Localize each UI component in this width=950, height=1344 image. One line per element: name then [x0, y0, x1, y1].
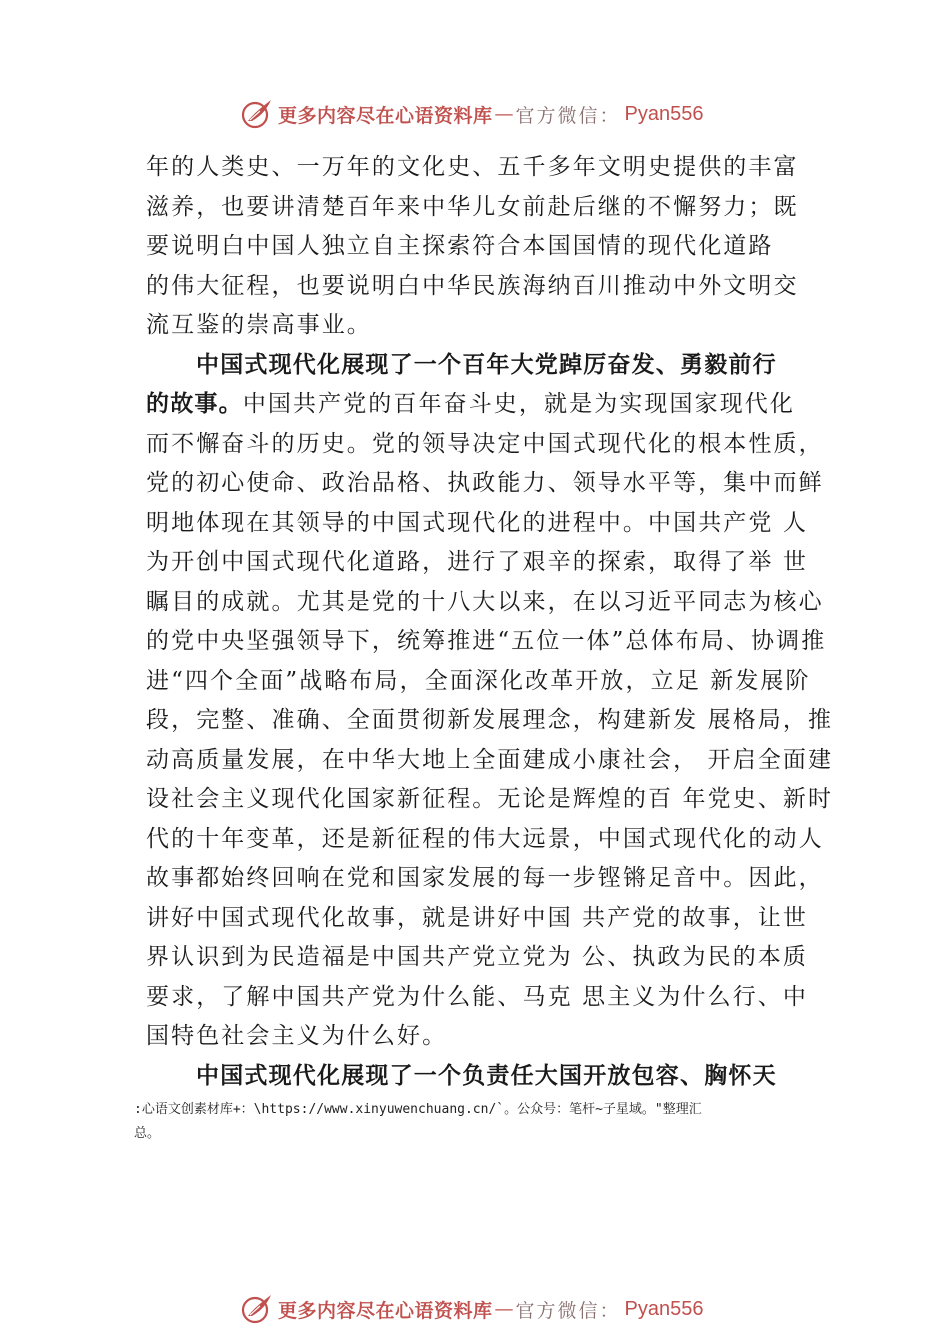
watermark-red-text: 更多内容尽在心语资料库	[278, 1299, 493, 1322]
header-watermark	[240, 96, 704, 132]
body-line: 的党中央坚强领导下，统筹推进“五位一体”总体布局、协调推	[146, 628, 827, 654]
section-heading-tail: 的故事。	[146, 391, 243, 417]
watermark-separator: —	[494, 1298, 514, 1320]
body-line: 要说明白中国人独立自主探索符合本国国情的现代化道路	[146, 233, 774, 259]
watermark-grey-text: 官方微信：	[515, 1299, 621, 1322]
document-body	[146, 148, 846, 1096]
body-line: 明地体现在其领导的中国式现代化的进程中。中国共产党 人	[146, 509, 809, 536]
quill-logo-icon	[240, 1292, 274, 1326]
footnote-line: :心语文创素材库+：\https://www.xinyuwenchuang.cn/`。公众号：笔杆~子星域。"整理汇	[134, 1102, 702, 1117]
body-line: 的伟大征程，也要说明白中华民族海纳百川推动中外文明交	[146, 272, 799, 299]
footnote-line: 总。	[134, 1126, 161, 1141]
section-heading: 中国式现代化展现了一个负责任大国开放包容、胸怀天	[196, 1062, 777, 1089]
body-line: 故事都始终回响在党和国家发展的每一步铿锵足音中。因此，	[146, 865, 824, 891]
watermark-separator: —	[494, 103, 514, 125]
body-line-rest: 中国共产党的百年奋斗史，就是为实现国家现代化	[242, 391, 796, 417]
watermark-red-text: 更多内容尽在心语资料库	[278, 104, 493, 127]
watermark-grey-text: 官方微信：	[515, 104, 621, 127]
body-line: 界认识到为民造福是中国共产党立党为 公、执政为民的本质	[146, 944, 809, 970]
body-line: 年的人类史、一万年的文化史、五千多年文明史提供的丰富	[146, 154, 799, 180]
body-line: 段，完整、准确、全面贯彻新发展理念，构建新发 展格局，推	[146, 707, 834, 733]
body-line: 滋养，也要讲清楚百年来中华儿女前赴后继的不懈努力；既	[146, 193, 799, 220]
footer-watermark	[240, 1291, 704, 1327]
section-heading: 中国式现代化展现了一个百年大党踔厉奋发、勇毅前行	[196, 351, 777, 378]
source-footnote	[134, 1098, 844, 1146]
body-line	[146, 385, 846, 425]
body-line: 要求，了解中国共产党为什么能、马克 思主义为什么行、中	[146, 983, 809, 1010]
body-line: 进“四个全面”战略布局，全面深化改革开放，立足 新发展阶	[146, 667, 811, 694]
body-line: 讲好中国式现代化故事，就是讲好中国 共产党的故事，让世	[146, 904, 809, 931]
quill-logo-icon	[240, 97, 274, 131]
body-line: 代的十年变革，还是新征程的伟大远景，中国式现代化的动人	[146, 825, 824, 852]
body-line: 动高质量发展，在中华大地上全面建成小康社会， 开启全面建	[146, 746, 834, 773]
body-line: 流互鉴的崇高事业。	[146, 312, 372, 338]
body-line: 为开创中国式现代化道路，进行了艰辛的探索，取得了举 世	[146, 549, 809, 575]
body-line: 设社会主义现代化国家新征程。无论是辉煌的百 年党史、新时	[146, 786, 834, 812]
watermark-wechat-id: Pyan556	[624, 102, 704, 125]
body-line: 瞩目的成就。尤其是党的十八大以来，在以习近平同志为核心	[146, 588, 824, 615]
body-line: 党的初心使命、政治品格、执政能力、领导水平等，集中而鲜	[146, 470, 824, 496]
body-line: 国特色社会主义为什么好。	[146, 1023, 448, 1049]
body-line: 而不懈奋斗的历史。党的领导决定中国式现代化的根本性质，	[146, 430, 824, 457]
watermark-wechat-id: Pyan556	[624, 1297, 704, 1320]
